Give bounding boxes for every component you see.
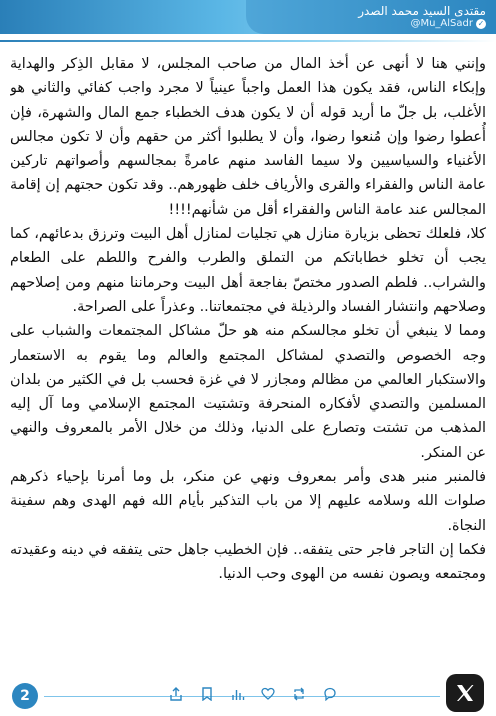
like-icon[interactable]	[260, 686, 276, 702]
author-name: مقتدى السيد محمد الصدر	[358, 4, 486, 18]
page-number-badge: 2	[12, 683, 38, 709]
x-logo-icon	[446, 674, 484, 712]
paragraph: فكما إن التاجر فاجر حتى يتفقه.. فإن الخطيب جاهل حتى يتفقه في دينه وعقيدته ومجتمعه ويصون نفسه من الهوى وحب الدنيا.	[10, 541, 486, 583]
share-icon[interactable]	[168, 686, 184, 702]
action-bar	[168, 684, 338, 704]
bookmark-icon[interactable]	[199, 686, 215, 702]
views-icon[interactable]	[230, 686, 246, 702]
reply-icon[interactable]	[322, 686, 338, 702]
header-divider	[0, 40, 496, 42]
paragraph: فالمنبر منبر هدى وأمر بمعروف ونهي عن منكر، بل وما أمرنا بإحياء ذكرهم صلوات الله وسلامه عليهم إلا من باب التذكير بأيام الله فهم الهدى وهم سفينة النجاة.	[10, 469, 486, 534]
post-body	[10, 52, 486, 670]
author-header[interactable]	[246, 0, 496, 34]
verified-icon: ✓	[477, 19, 485, 28]
repost-icon[interactable]	[291, 686, 307, 702]
author-handle: @Mu_AlSadr	[410, 18, 473, 29]
paragraph: كلا، فلعلك تحظى بزيارة منازل هي تجليات لمنازل أهل البيت وترزق بدعائهم، كما يجب أن تخلو خطاباتكم من التملق والطرب والفرح واللطم على الطعام والشراب.. فلطم الصدور مختصّ بفاجعة أهل البيت وحرماننا منهم ومن إصلاحهم وصلاحهم وانتشار الفساد والرذيلة في مجتمعاتنا.. وعذراً على الصراحة.	[10, 226, 486, 315]
paragraph: ومما لا ينبغي أن تخلو مجالسكم منه هو حلّ مشاكل المجتمعات والشباب على وجه الخصوص والتصدي لمشاكل المجتمع والعالم وما يقوم به الاستعمار والاستكبار العالمي من مظالم ومجازر لا في غزة فحسب بل في الكثير من بلدان المسلمين والتصدي لأفكاره المنحرفة وتشتيت المجتمع الإسلامي وما آل إليه المذهب من تشتت وتصارع على الدنيا، وذلك من خلال الأمر بالمعروف والنهي عن المنكر.	[10, 323, 486, 461]
paragraph: وإنني هنا لا أنهى عن أخذ المال من صاحب المجلس، لا مقابل الذِكر والهداية وإبكاء الناس، فقد يكون هذا العمل واجباً عينياً لا مجرد واجب كفائي والثاني هو الأغلب، بل جلّ ما أريد قوله أن لا يكون هدف الخطباء جمع المال والشهرة، فإن أُعطوا رضوا وإن مُنعوا رضوا، وأن لا يطلبوا أكثر من حقهم وأن لا تكون مجالس الأغنياء والسياسيين ولا سيما الفاسد منهم عامرةً بمجالسهم وأصواتهم تاركين عامة الناس والفقراء والقرى والأرياف خلف ظهورهم.. وقد تكون حجتهم إن إقامة المجالس عند عامة الناس والفقراء أقل من شأنهم!!!!	[10, 56, 486, 218]
author-handle-row	[410, 18, 486, 30]
